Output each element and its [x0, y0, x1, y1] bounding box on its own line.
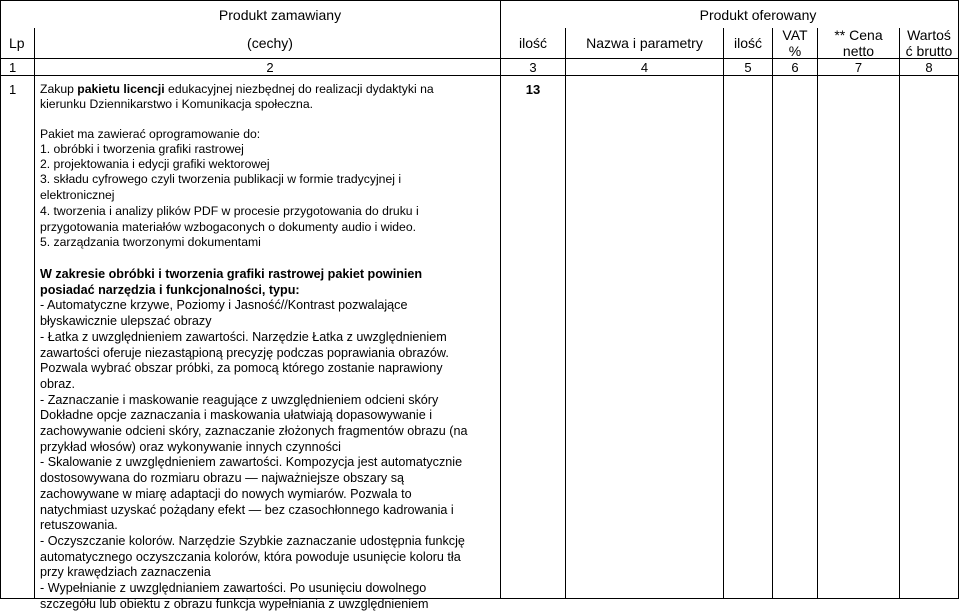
header-col-name-params: Nazwa i parametry: [586, 35, 703, 51]
feature-line: natychmiast uzyskać pożądany efekt — bez czasochłonnego kadrowania i: [40, 502, 454, 517]
package-item: 4. tworzenia i analizy plików PDF w procesie przygotowania do druku i: [40, 204, 419, 218]
feature-heading-line: W zakresie obróbki i tworzenia grafiki rastrowej pakiet powinien: [40, 267, 423, 281]
col-number: 7: [854, 60, 863, 75]
feature-description: [40, 267, 510, 612]
row-title: [40, 82, 434, 97]
feature-line: przykład włosów) oraz wykonywanie innych czynności: [40, 439, 341, 454]
header-col-qty: ilość: [518, 35, 547, 51]
table-rule: [565, 28, 566, 599]
feature-heading-line: posiadać narzędzia i funkcjonalności, typu:: [40, 282, 300, 297]
header-col-price-net: netto: [842, 43, 875, 59]
col-number: 3: [529, 60, 537, 75]
header-offered-product: Produkt oferowany: [699, 7, 817, 23]
feature-line: szczegółu lub obiektu z obrazu funkcja wypełniania z uwzględnieniem: [40, 596, 429, 611]
feature-line: - Wypełnianie z uwzględnianiem zawartości. Po usunięciu dowolnego: [40, 581, 427, 596]
package-item: elektronicznej: [40, 188, 115, 202]
header-col-lp: Lp: [9, 35, 25, 51]
header-col-value-gross: ć brutto: [905, 43, 953, 59]
package-item: przygotowania materiałów wzbogaconych o dokumenty audio i wideo.: [40, 220, 416, 234]
row-quantity: 13: [525, 82, 541, 97]
header-col-vat-unit: %: [788, 43, 802, 59]
col-number: 4: [640, 60, 649, 75]
header-col-features: (cechy): [247, 35, 293, 51]
table-rule: [0, 0, 1, 599]
package-item: 2. projektowania i edycji grafiki wektorowej: [40, 157, 270, 171]
table-rule: [0, 75, 959, 76]
header-col-value: Wartoś: [907, 27, 951, 43]
feature-line: - Automatyczne krzywe, Poziomy i Jasność//Kontrast pozwalające: [40, 298, 408, 313]
feature-line: błyskawicznie ulepszać obrazy: [40, 314, 212, 329]
table-rule: [772, 28, 773, 599]
row-title-line2: kierunku Dziennikarstwo i Komunikacja społeczna.: [40, 97, 313, 111]
feature-line: przy krawędziach zaznaczenia: [40, 565, 211, 580]
feature-line: zachowywane w miarę adaptacji do nowych wymiarów. Pozwala to: [40, 486, 412, 501]
feature-line: zawartości oferuje niezastąpioną precyzję podczas poprawiania obrazów.: [40, 345, 449, 360]
header-col-qty2: ilość: [733, 35, 762, 51]
feature-line: - Zaznaczanie i maskowanie reagujące z uwzględnieniem odcieni skóry: [40, 392, 439, 407]
table-rule: [899, 28, 900, 599]
feature-line: - Skalowanie z uwzględnieniem zawartości. Kompozycja jest automatycznie: [40, 455, 463, 470]
feature-line: - Łatka z uwzględnieniem zawartości. Narzędzie Łatka z uwzględnieniem: [40, 329, 447, 344]
feature-heading: [40, 283, 510, 299]
col-number: 6: [791, 60, 799, 75]
header-col-vat: VAT: [782, 27, 808, 43]
col-number: 2: [266, 60, 274, 75]
package-item: 3. składu cyfrowego czyli tworzenia publikacji w formie tradycyjnej i: [40, 172, 402, 186]
feature-line: obraz.: [40, 376, 76, 391]
col-number: 1: [9, 60, 17, 75]
feature-line: Dokładne opcje zaznaczania i maskowania ułatwiają dopasowywanie i: [40, 408, 433, 423]
feature-line: dostosowywana do rozmiaru obrazu — najważniejsze obszary są: [40, 471, 404, 486]
package-intro: Pakiet ma zawierać oprogramowanie do:: [40, 127, 261, 141]
table-rule: [0, 0, 959, 1]
package-item: 5. zarządzania tworzonymi dokumentami: [40, 235, 261, 249]
feature-line: retuszowania.: [40, 518, 118, 533]
feature-line: Pozwala wybrać obszar próbki, za pomocą którego zostanie naprawiony: [40, 361, 443, 376]
row-lp: 1: [9, 82, 17, 97]
table-rule: [34, 28, 35, 599]
feature-line: automatycznego oczyszczania kolorów, która powoduje usunięcie koloru tła: [40, 549, 461, 564]
table-rule: [817, 28, 818, 599]
header-col-price: ** Cena: [834, 27, 883, 43]
feature-line: - Oczyszczanie kolorów. Narzędzie Szybkie zaznaczanie udostępnia funkcję: [40, 533, 465, 548]
col-number: 5: [744, 60, 752, 75]
package-item: 1. obróbki i tworzenia grafiki rastrowej: [40, 142, 244, 156]
row-title-bold: pakietu licencji: [77, 82, 165, 96]
row-title-pre: Zakup: [40, 82, 78, 96]
header-ordered-product: Produkt zamawiany: [218, 7, 342, 23]
feature-heading: [40, 267, 510, 283]
table-rule: [723, 28, 724, 599]
row-title-post: edukacyjnej niezbędnej do realizacji dydaktyki na: [164, 82, 434, 96]
col-number: 8: [925, 60, 933, 75]
feature-line: zachowywanie odcieni skóry, zaznaczanie złożonych fragmentów obrazu (na: [40, 424, 468, 439]
